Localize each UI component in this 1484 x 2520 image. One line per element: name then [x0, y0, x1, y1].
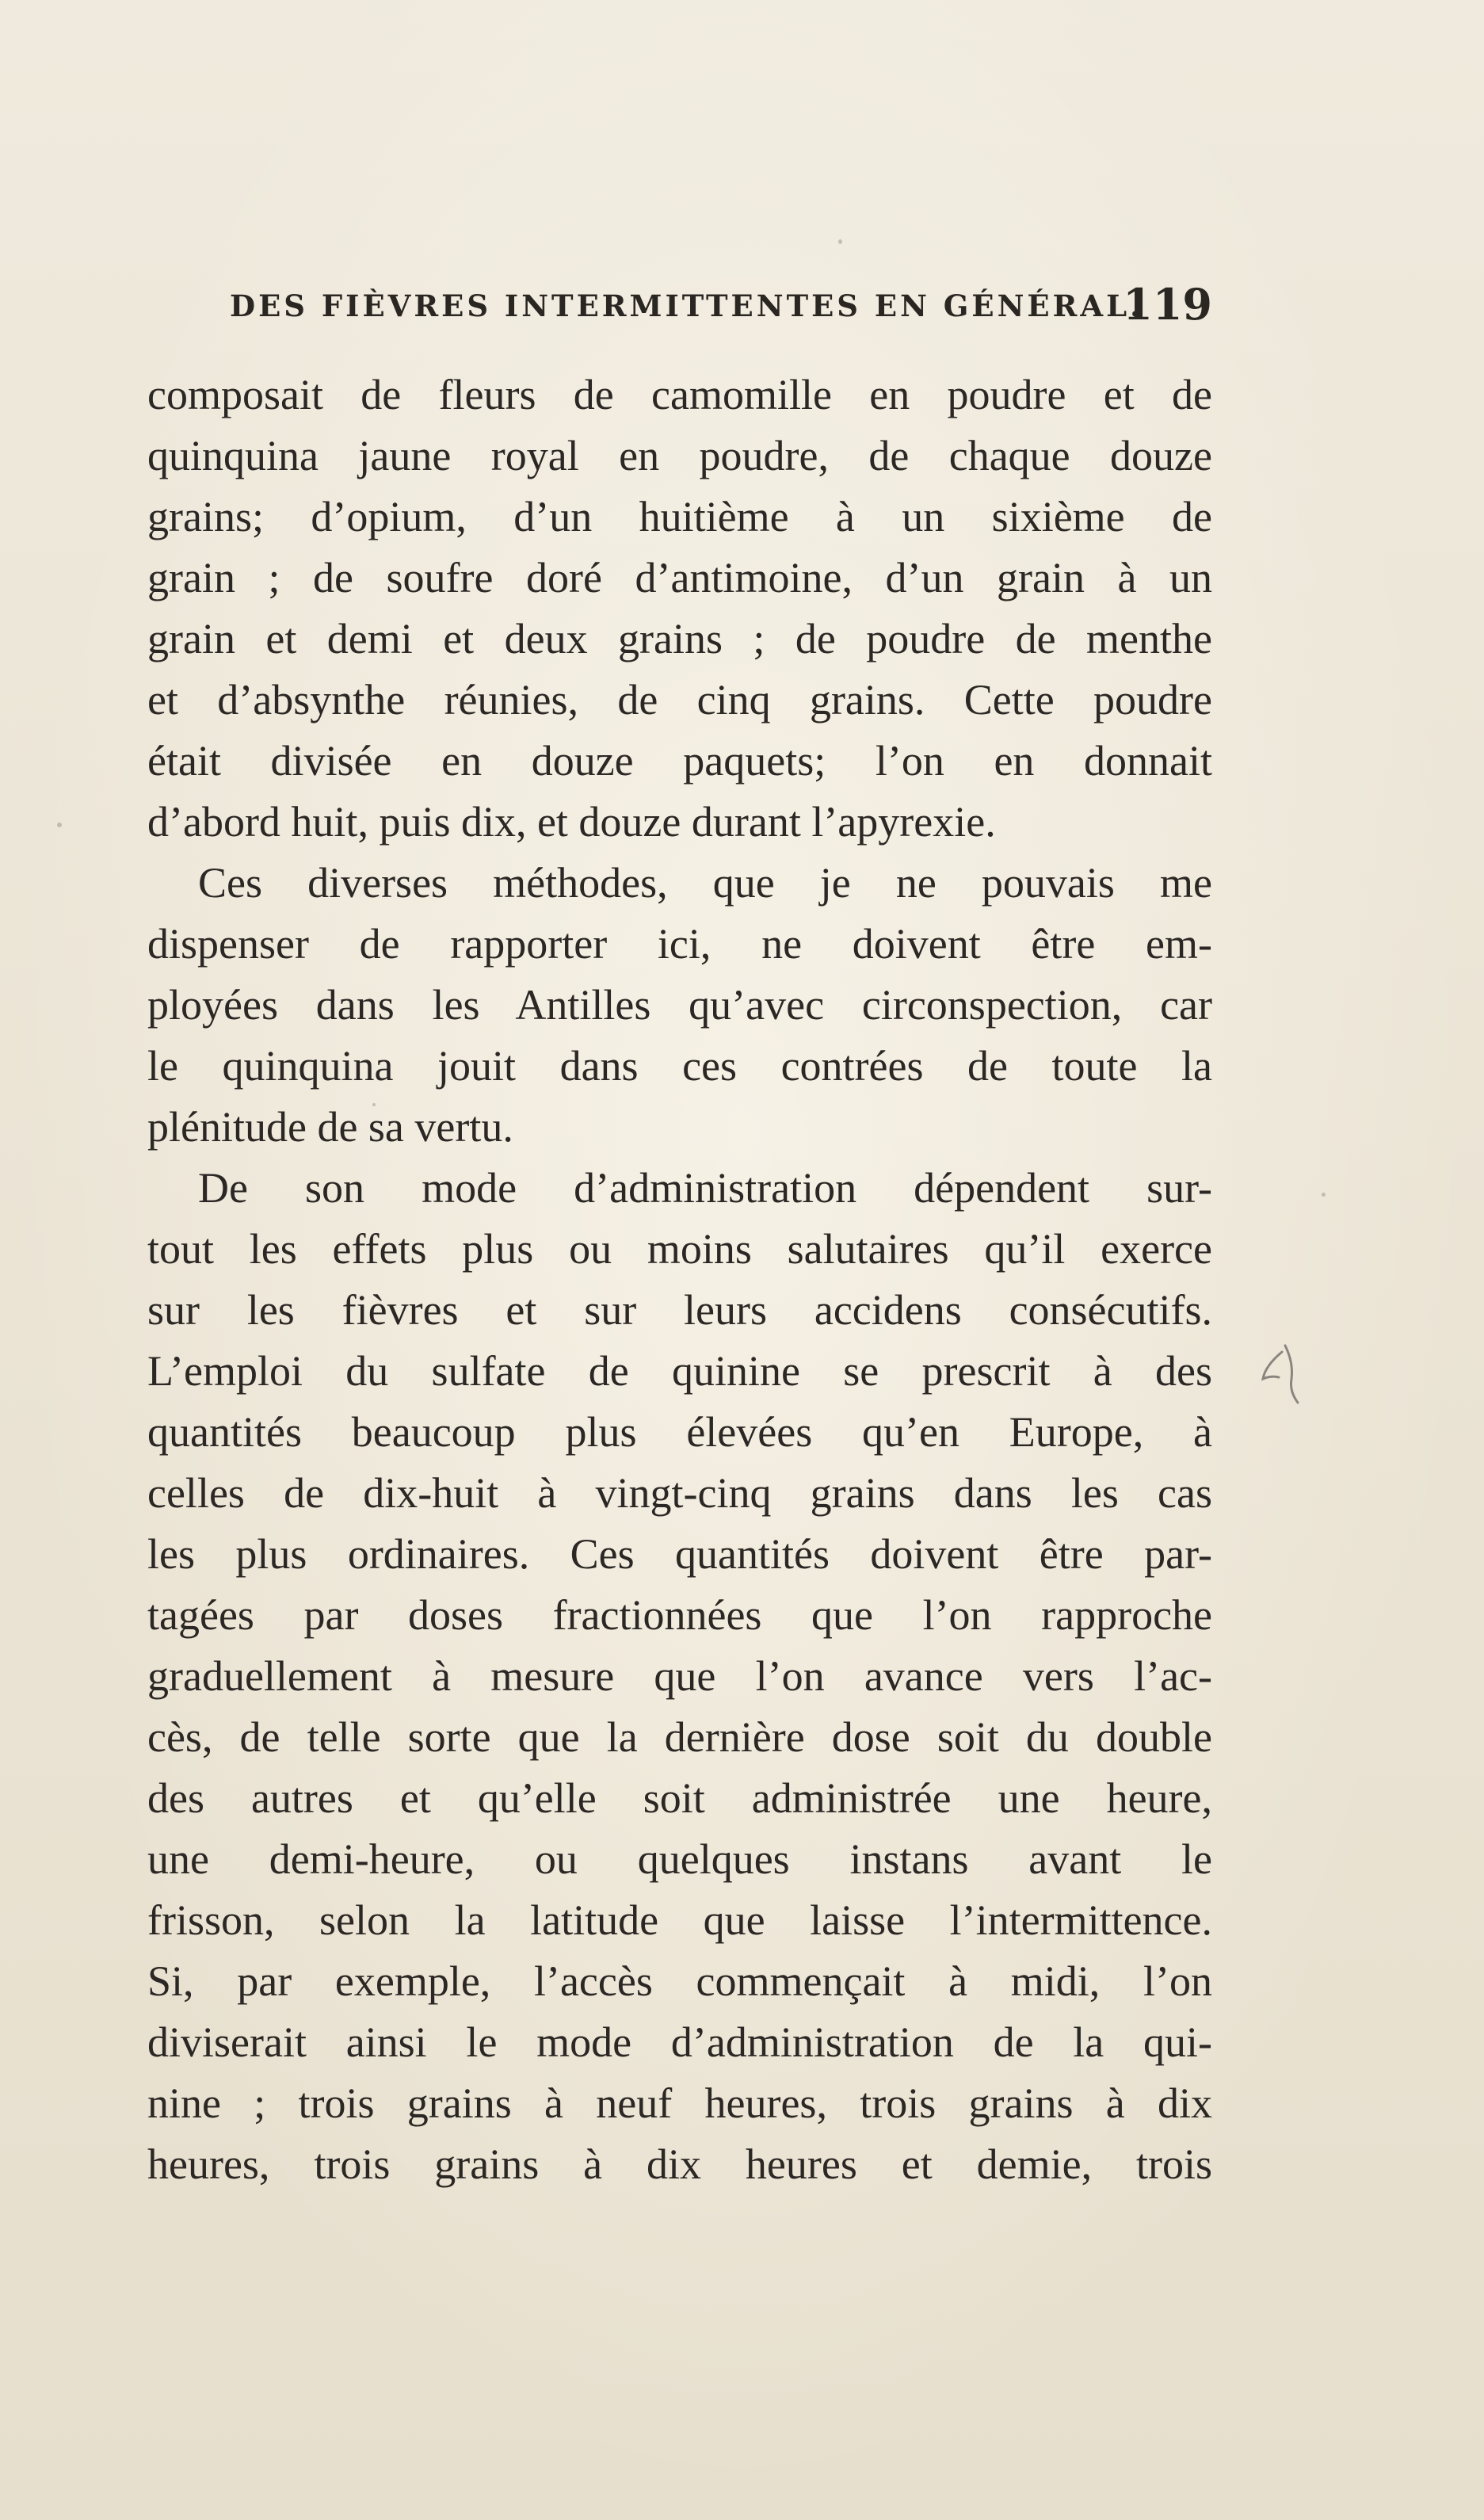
text-line: ployées dans les Antilles qu’avec circonspection, car	[147, 981, 1212, 1029]
pencil-margin-mark-icon	[1258, 1342, 1303, 1406]
text-line: une demi-heure, ou quelques instans avant le	[147, 1835, 1212, 1883]
text-line: les plus ordinaires. Ces quantités doivent être par-	[147, 1530, 1212, 1578]
paragraph-first-line: Ces diverses méthodes, que je ne pouvais me	[198, 859, 1212, 907]
body-text	[147, 365, 1212, 2195]
text-line: graduellement à mesure que l’on avance vers l’ac-	[147, 1652, 1212, 1700]
text-line: était divisée en douze paquets; l’on en donnait	[147, 737, 1212, 785]
text-line: celles de dix-huit à vingt-cinq grains dans les cas	[147, 1469, 1212, 1517]
text-line: dispenser de rapporter ici, ne doivent être em-	[147, 920, 1212, 968]
paragraph-first-line: De son mode d’administration dépendent sur-	[198, 1164, 1212, 1212]
text-line: nine ; trois grains à neuf heures, trois grains à dix	[147, 2079, 1212, 2127]
paper-speck	[838, 239, 842, 244]
paragraph-last-line: plénitude de sa vertu.	[147, 1103, 513, 1151]
paper-speck	[372, 1103, 376, 1106]
paper-speck	[57, 823, 62, 827]
text-line: quantités beaucoup plus élevées qu’en Europe, à	[147, 1408, 1212, 1456]
page-number: 119	[1123, 279, 1212, 330]
running-head	[230, 279, 1212, 342]
text-line: composait de fleurs de camomille en poudre et de	[147, 371, 1212, 418]
paper-speck	[1322, 1193, 1326, 1197]
text-line: diviserait ainsi le mode d’administration de la qui-	[147, 2018, 1212, 2066]
text-line: le quinquina jouit dans ces contrées de toute la	[147, 1042, 1212, 1090]
running-title: DES FIÈVRES INTERMITTENTES EN GÉNÉRAL.	[230, 288, 1143, 323]
text-line: cès, de telle sorte que la dernière dose soit du double	[147, 1713, 1212, 1761]
text-line: tagées par doses fractionnées que l’on rapproche	[147, 1591, 1212, 1639]
text-line: Si, par exemple, l’accès commençait à midi, l’on	[147, 1957, 1212, 2005]
text-line: sur les fièvres et sur leurs accidens consécutifs.	[147, 1286, 1212, 1334]
text-line: heures, trois grains à dix heures et demie, trois	[147, 2140, 1212, 2188]
text-line: grains; d’opium, d’un huitième à un sixième de	[147, 493, 1212, 540]
text-line: tout les effets plus ou moins salutaires qu’il exerce	[147, 1225, 1212, 1273]
text-line: quinquina jaune royal en poudre, de chaque douze	[147, 432, 1212, 479]
paragraph-last-line: d’abord huit, puis dix, et douze durant l’apyrexie.	[147, 798, 996, 846]
text-line: frisson, selon la latitude que laisse l’intermittence.	[147, 1896, 1212, 1944]
text-line: L’emploi du sulfate de quinine se prescrit à des	[147, 1347, 1212, 1395]
text-line: des autres et qu’elle soit administrée une heure,	[147, 1774, 1212, 1822]
text-line: grain et demi et deux grains ; de poudre de menthe	[147, 615, 1212, 662]
text-line: et d’absynthe réunies, de cinq grains. Cette poudre	[147, 676, 1212, 724]
text-line: grain ; de soufre doré d’antimoine, d’un grain à un	[147, 554, 1212, 601]
